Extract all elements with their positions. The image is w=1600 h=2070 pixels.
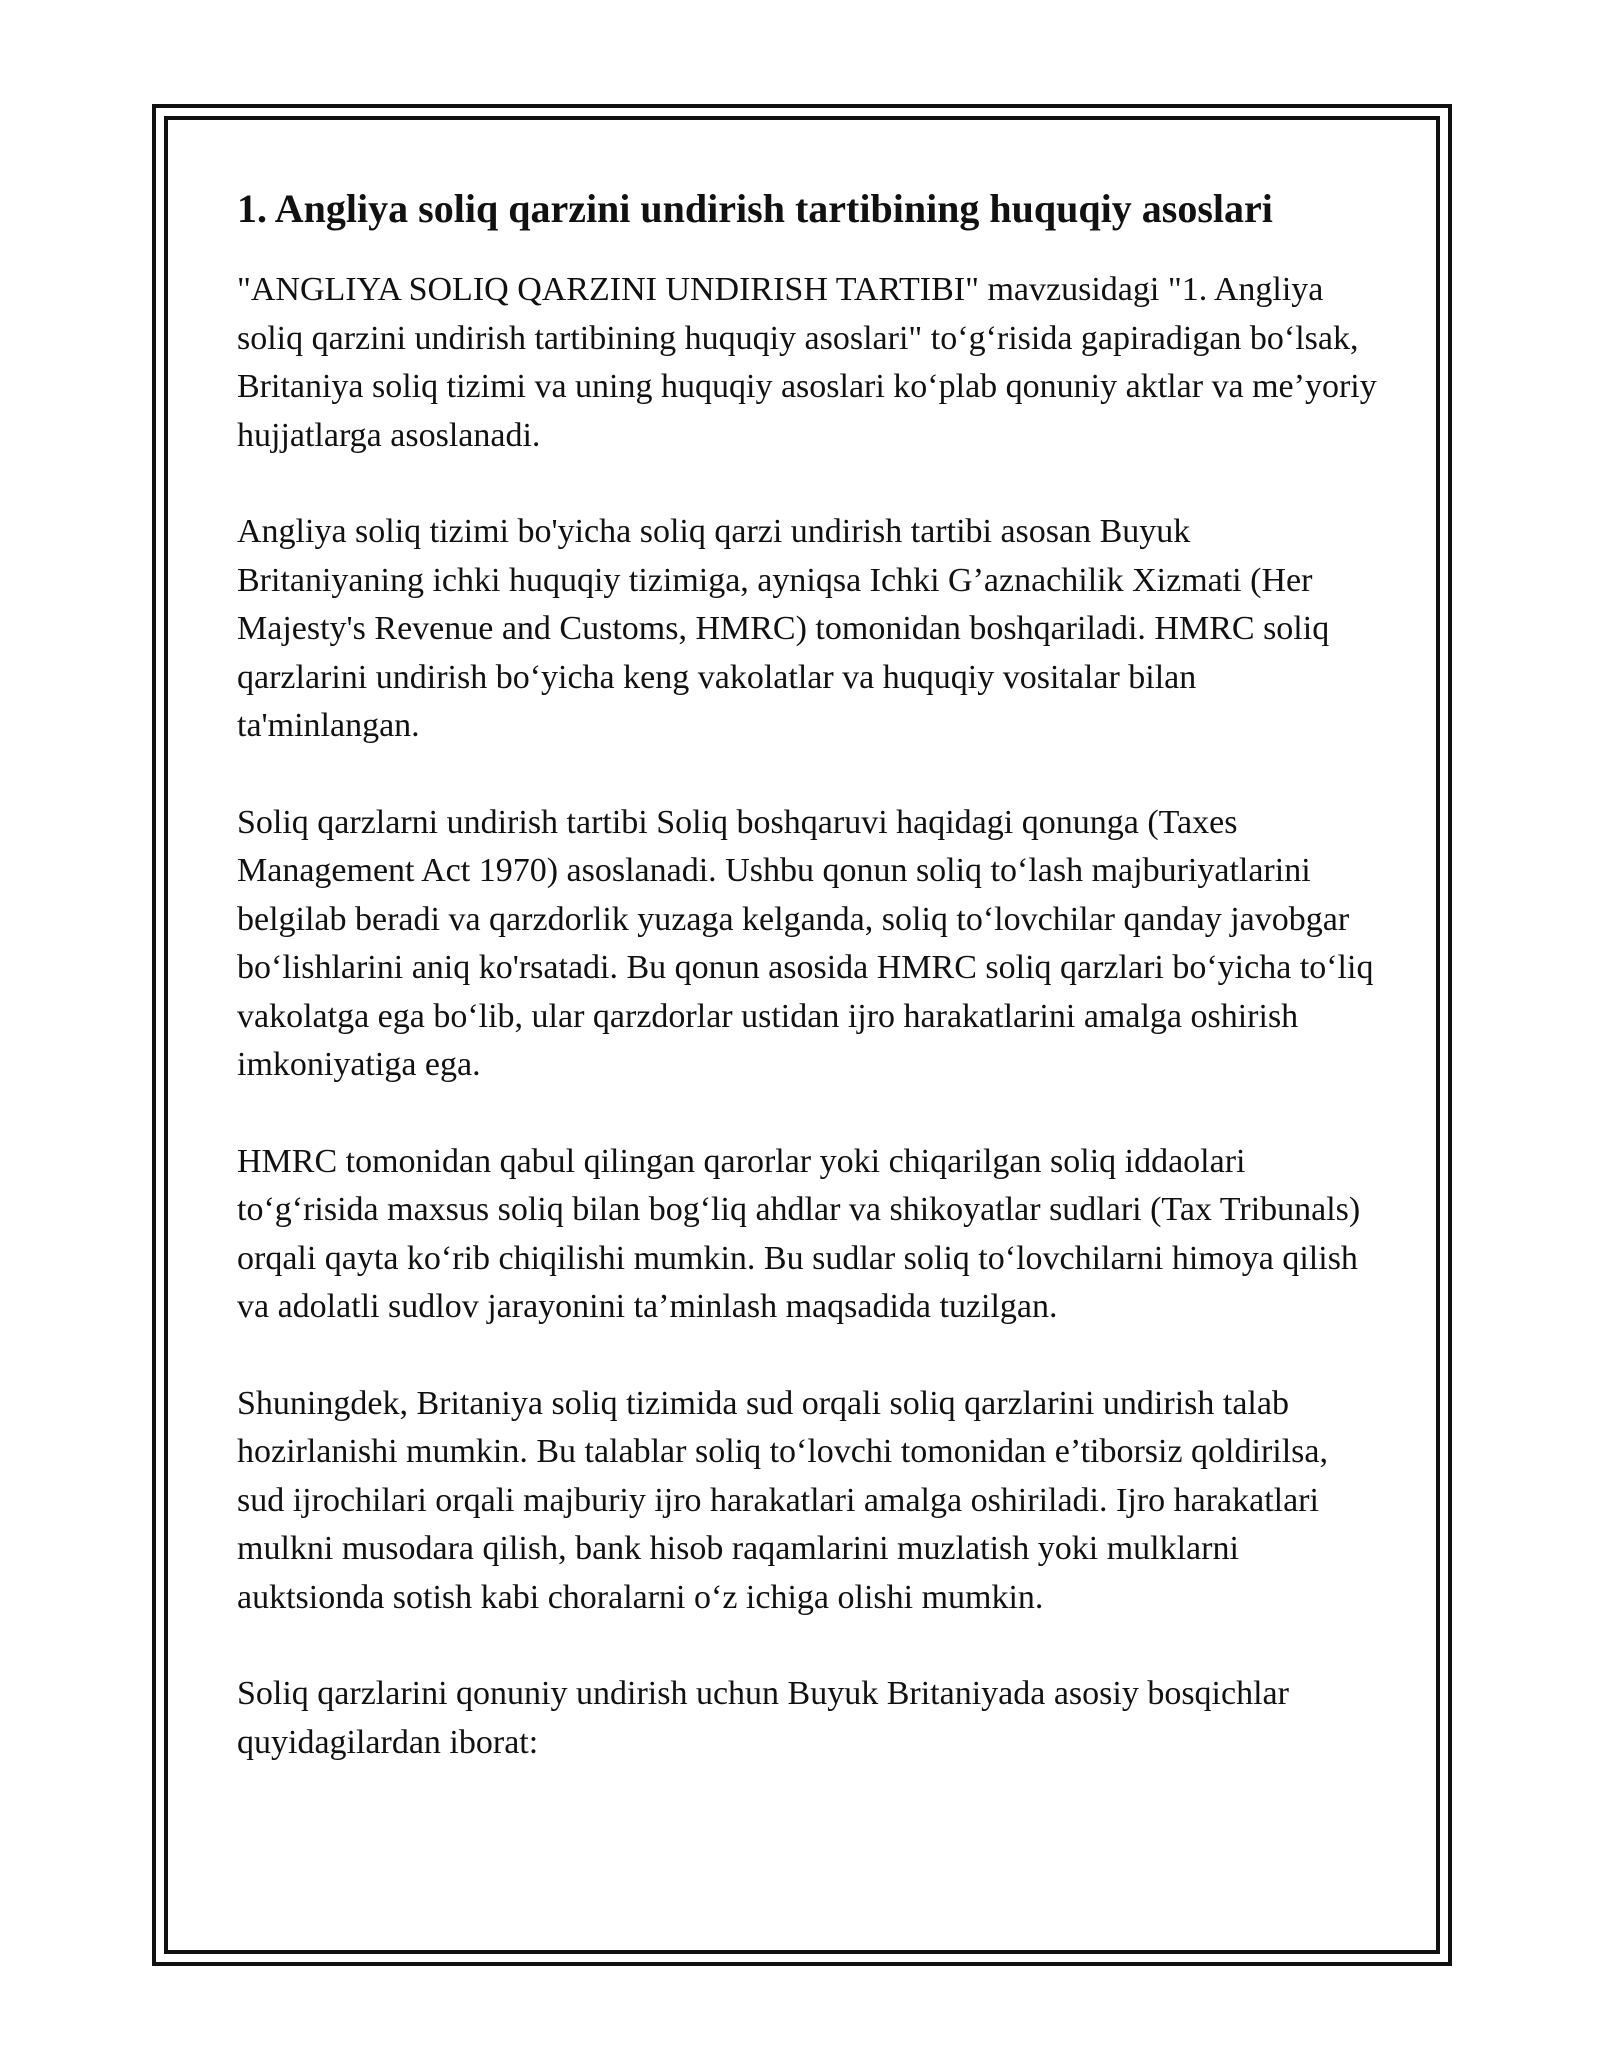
paragraph-2: Angliya soliq tizimi bo'yicha soliq qarzi undirish tartibi asosan Buyuk Britaniyaning ichki huquqiy tizimiga, ayniqsa Ichki G’aznachilik Xizmati (Her Majesty's Revenue and Customs, HMRC) tomonidan boshqariladi. HMRC soliq qarzlarini undirish bo‘yicha keng vakolatlar va huquqiy vositalar bilan ta'minlangan. (237, 513, 1330, 744)
document-body (237, 185, 1377, 1815)
paragraph-6: Soliq qarzlarini qonuniy undirish uchun Buyuk Britaniyada asosiy bosqichlar quyidagilardan iborat: (237, 1675, 1289, 1761)
paragraph-5: Shuningdek, Britaniya soliq tizimida sud orqali soliq qarzlarini undirish talab hozirlanishi mumkin. Bu talablar soliq to‘lovchi tomonidan e’tiborsiz qoldirilsa, sud ijrochilari orqali majburiy ijro harakatlari amalga oshiriladi. Ijro harakatlari mulkni musodara qilish, bank hisob raqamlarini muzlatish yoki mulklarni auktsionda sotish kabi choralarni o‘z ichiga olishi mumkin. (237, 1384, 1328, 1616)
paragraph-3: Soliq qarzlarni undirish tartibi Soliq boshqaruvi haqidagi qonunga (Taxes Management Act 1970) asoslanadi. Ushbu qonun soliq to‘lash majburiyatlarini belgilab beradi va qarzdorlik yuzaga kelganda, soliq to‘lovchilar qanday javobgar bo‘lishlarini aniq ko'rsatadi. Bu qonun asosida HMRC soliq qarzlari bo‘yicha to‘liq vakolatga ega bo‘lib, ular qarzdorlar ustidan ijro harakatlarini amalga oshirish imkoniyatiga ega. (237, 803, 1374, 1083)
paragraph-4: HMRC tomonidan qabul qilingan qarorlar yoki chiqarilgan soliq iddaolari to‘g‘risida maxsus soliq bilan bog‘liq ahdlar va shikoyatlar sudlari (Tax Tribunals) orqali qayta ko‘rib chiqilishi mumkin. Bu sudlar soliq to‘lovchilarni himoya qilish va adolatli sudlov jarayonini ta’minlash maqsadida tuzilgan. (237, 1142, 1361, 1325)
section-heading: 1. Angliya soliq qarzini undirish tartibining huquqiy asoslari (237, 186, 1273, 231)
paragraph-1: "ANGLIYA SOLIQ QARZINI UNDIRISH TARTIBI" mavzusidagi "1. Angliya soliq qarzini undirish tartibining huquqiy asoslari" to‘g‘risida gapiradigan bo‘lsak, Britaniya soliq tizimi va uning huquqiy asoslari ko‘plab qonuniy aktlar va me’yoriy hujjatlarga asoslanadi. (237, 271, 1377, 454)
